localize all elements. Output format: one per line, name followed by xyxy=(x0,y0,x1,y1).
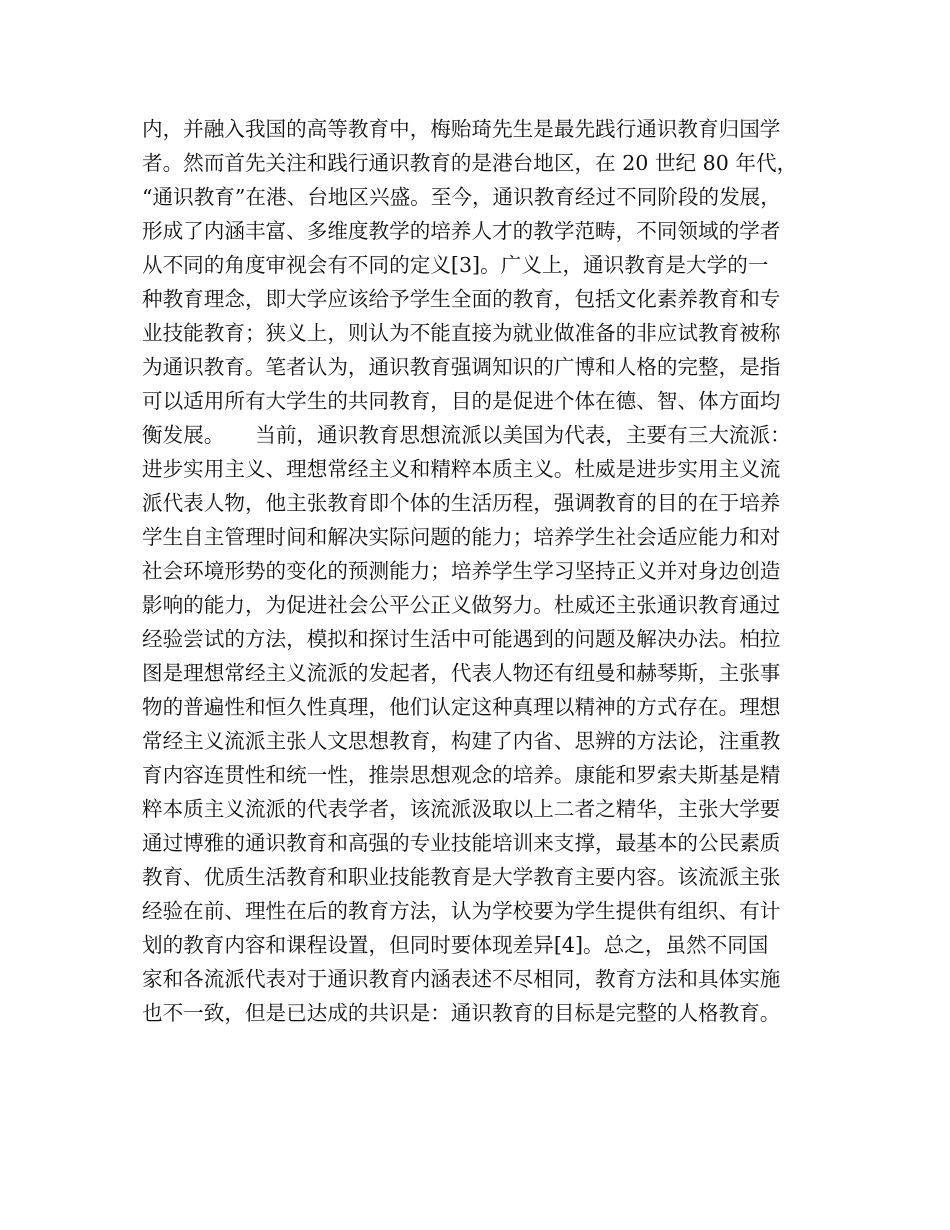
text-line: 经验尝试的方法，模拟和探讨生活中可能遇到的问题及解决办法。柏拉 xyxy=(142,627,781,651)
text-line: 育内容连贯性和统一性，推崇思想观念的培养。康能和罗索夫斯基是精 xyxy=(142,763,781,787)
text-line: 图是理想常经主义流派的发起者，代表人物还有纽曼和赫琴斯，主张事 xyxy=(142,661,781,685)
text-line: 也不一致，但是已达成的共识是：通识教育的目标是完整的人格教育。 xyxy=(142,1001,781,1025)
text-line: 种教育理念，即大学应该给予学生全面的教育，包括文化素养教育和专 xyxy=(142,287,781,311)
text-line: 形成了内涵丰富、多维度教学的培养人才的教学范畴，不同领域的学者 xyxy=(142,219,781,243)
text-line: 常经主义流派主张人文思想教育，构建了内省、思辨的方法论，注重教 xyxy=(142,729,781,753)
text-line: 衡发展。 当前，通识教育思想流派以美国为代表，主要有三大流派： xyxy=(142,423,791,447)
text-line: 内，并融入我国的高等教育中，梅贻琦先生是最先践行通识教育归国学 xyxy=(142,117,781,141)
body-paragraph xyxy=(142,112,842,1030)
text-line: 可以适用所有大学生的共同教育，目的是促进个体在德、智、体方面均 xyxy=(142,389,781,413)
text-line: 经验在前、理性在后的教育方法，认为学校要为学生提供有组织、有计 xyxy=(142,899,781,923)
text-line: 社会环境形势的变化的预测能力；培养学生学习坚持正义并对身边创造 xyxy=(142,559,781,583)
text-line: 学生自主管理时间和解决实际问题的能力；培养学生社会适应能力和对 xyxy=(142,525,781,549)
text-line: 从不同的角度审视会有不同的定义[3]。广义上，通识教育是大学的一 xyxy=(142,253,769,277)
text-line: 粹本质主义流派的代表学者，该流派汲取以上二者之精华，主张大学要 xyxy=(142,797,781,821)
text-line: 影响的能力，为促进社会公平公正义做努力。杜威还主张通识教育通过 xyxy=(142,593,781,617)
text-line: 教育、优质生活教育和职业技能教育是大学教育主要内容。该流派主张 xyxy=(142,865,781,889)
text-line: 划的教育内容和课程设置，但同时要体现差异[4]。总之，虽然不同国 xyxy=(142,933,769,957)
text-line: 物的普遍性和恒久性真理，他们认定这种真理以精神的方式存在。理想 xyxy=(142,695,781,719)
text-line: 进步实用主义、理想常经主义和精粹本质主义。杜威是进步实用主义流 xyxy=(142,457,781,481)
text-line: 者。然而首先关注和践行通识教育的是港台地区，在 20 世纪 80 年代， xyxy=(142,151,798,175)
text-line: 家和各流派代表对于通识教育内涵表述不尽相同，教育方法和具体实施 xyxy=(142,967,781,991)
text-line: “通识教育”在港、台地区兴盛。至今，通识教育经过不同阶段的发展， xyxy=(142,185,781,209)
text-line: 通过博雅的通识教育和高强的专业技能培训来支撑，最基本的公民素质 xyxy=(142,831,781,855)
text-line: 派代表人物，他主张教育即个体的生活历程，强调教育的目的在于培养 xyxy=(142,491,781,515)
text-line: 为通识教育。笔者认为，通识教育强调知识的广博和人格的完整，是指 xyxy=(142,355,781,379)
text-line: 业技能教育；狭义上，则认为不能直接为就业做准备的非应试教育被称 xyxy=(142,321,781,345)
